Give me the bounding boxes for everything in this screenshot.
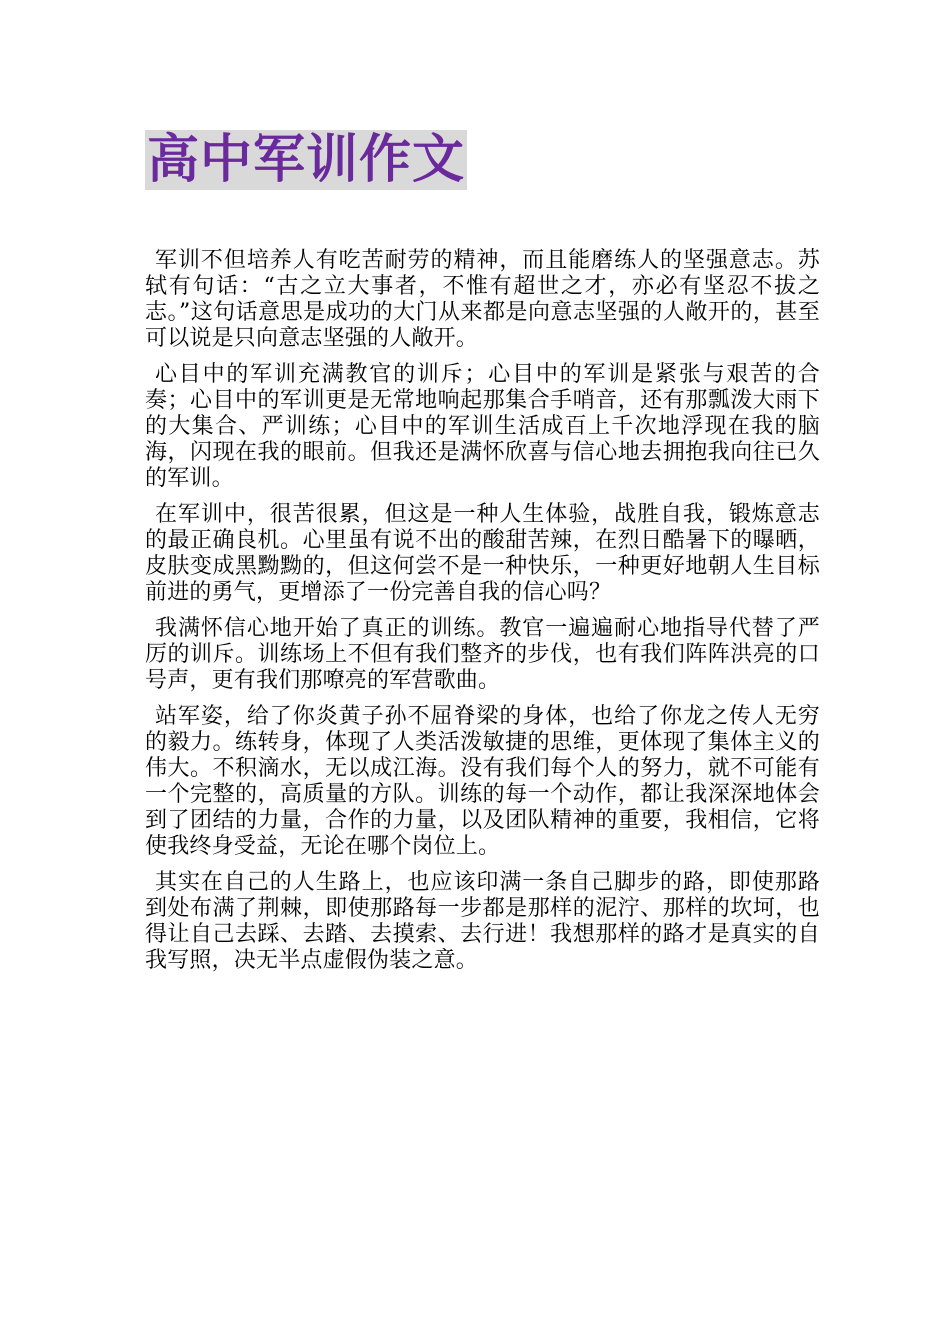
paragraph: 军训不但培养人有吃苦耐劳的精神，而且能磨练人的坚强意志。苏轼有句话：“古之立大事者，不惟有超世之才，亦必有坚忍不拔之志。”这句话意思是成功的大门从来都是向意志坚强的人敞开的，甚至可以说是只向意志坚强的人敞开。 xyxy=(145,248,820,351)
document-title: 高中军训作文 xyxy=(147,130,466,190)
paragraph: 在军训中，很苦很累，但这是一种人生体验，战胜自我，锻炼意志的最正确良机。心里虽有说不出的酸甜苦辣，在烈日酷暑下的曝晒，皮肤变成黑黝黝的，但这何尝不是一种快乐，一种更好地朝人生目标前进的勇气，更增添了一份完善自我的信心吗？ xyxy=(145,502,820,605)
paragraph: 其实在自己的人生路上，也应该印满一条自己脚步的路，即使那路到处布满了荆棘，即使那路每一步都是那样的泥泞、那样的坎坷，也得让自己去踩、去踏、去摸索、去行进！我想那样的路才是真实的自我写照，决无半点虚假伪装之意。 xyxy=(145,870,820,973)
paragraph: 站军姿，给了你炎黄子孙不屈脊梁的身体，也给了你龙之传人无穷的毅力。练转身，体现了人类活泼敏捷的思维，更体现了集体主义的伟大。不积滴水，无以成江海。没有我们每个人的努力，就不可能有一个完整的，高质量的方队。训练的每一个动作，都让我深深地体会到了团结的力量，合作的力量，以及团队精神的重要，我相信，它将使我终身受益，无论在哪个岗位上。 xyxy=(145,704,820,859)
paragraph: 心目中的军训充满教官的训斥；心目中的军训是紧张与艰苦的合奏；心目中的军训更是无常地响起那集合手哨音，还有那瓢泼大雨下的大集合、严训练；心目中的军训生活成百上千次地浮现在我的脑海，闪现在我的眼前。但我还是满怀欣喜与信心地去拥抱我向往已久的军训。 xyxy=(145,362,820,491)
title-highlight xyxy=(145,130,467,190)
paragraph: 我满怀信心地开始了真正的训练。教官一遍遍耐心地指导代替了严厉的训斥。训练场上不但有我们整齐的步伐，也有我们阵阵洪亮的口号声，更有我们那嘹亮的军营歌曲。 xyxy=(145,616,820,693)
document-body xyxy=(145,248,820,984)
